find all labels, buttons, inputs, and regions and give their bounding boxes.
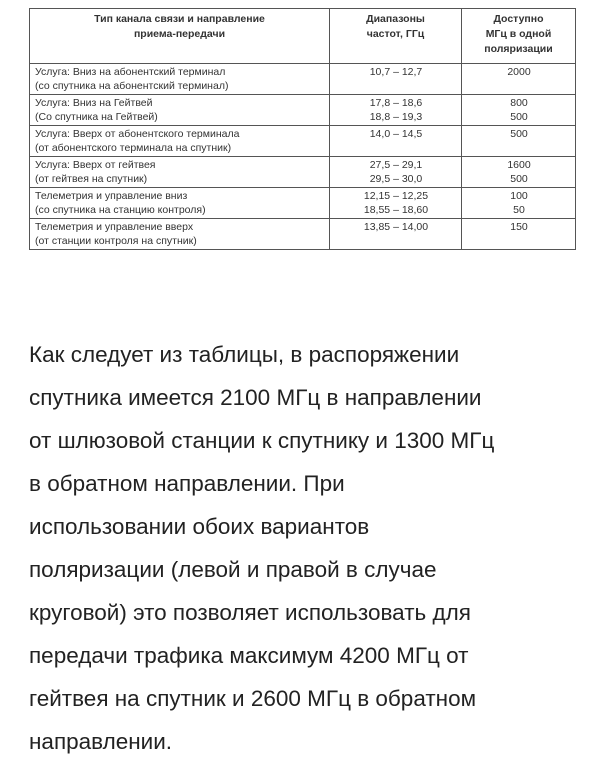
- paragraph-line: от шлюзовой станции к спутнику и 1300 МГц: [29, 428, 495, 453]
- header-text-line: Доступно: [493, 13, 544, 25]
- paragraph-line: в обратном направлении. При: [29, 471, 345, 496]
- table-row: [30, 126, 576, 157]
- table-row: [30, 157, 576, 188]
- cell-available-mhz: [462, 95, 576, 126]
- cell-text-line: Телеметрия и управление вверх: [35, 221, 194, 233]
- header-text-line: Диапазоны: [366, 13, 425, 25]
- cell-text-line: 14,0 – 14,5: [369, 128, 423, 140]
- cell-text-line: (Со спутника на Гейтвей): [35, 111, 158, 123]
- cell-text-line: 13,85 – 14,00: [363, 221, 429, 233]
- cell-available-mhz: [462, 126, 576, 157]
- cell-channel-type: [30, 64, 330, 95]
- cell-channel-type: [30, 219, 330, 250]
- cell-frequency-range: [330, 157, 462, 188]
- frequency-table-container: [29, 8, 575, 250]
- cell-text-line: Услуга: Вверх от абонентского терминала: [35, 128, 240, 140]
- cell-text-line: (от гейтвея на спутник): [35, 173, 148, 185]
- cell-text-line: 500: [510, 128, 528, 140]
- cell-frequency-range: [330, 95, 462, 126]
- cell-text-line: 27,5 – 29,1: [369, 159, 423, 171]
- cell-text-line: 18,55 – 18,60: [363, 204, 429, 216]
- cell-frequency-range: [330, 126, 462, 157]
- cell-available-mhz: [462, 157, 576, 188]
- table-row: [30, 219, 576, 250]
- cell-text-line: 2000: [507, 66, 531, 78]
- cell-text-line: (от абонентского терминала на спутник): [35, 142, 232, 154]
- cell-text-line: Услуга: Вверх от гейтвея: [35, 159, 156, 171]
- cell-text-line: 1600: [507, 159, 531, 171]
- cell-text-line: 500: [510, 111, 528, 123]
- cell-frequency-range: [330, 64, 462, 95]
- frequency-table: [29, 8, 576, 250]
- cell-text-line: Услуга: Вниз на Гейтвей: [35, 97, 153, 109]
- header-frequency-range: [330, 9, 462, 64]
- cell-text-line: 18,8 – 19,3: [369, 111, 423, 123]
- header-text-line: Тип канала связи и направление: [94, 13, 265, 25]
- cell-available-mhz: [462, 219, 576, 250]
- header-available-mhz: [462, 9, 576, 64]
- paragraph-line: спутника имеется 2100 МГц в направлении: [29, 385, 482, 410]
- table-row: [30, 188, 576, 219]
- header-text-line: МГц в одной: [485, 28, 552, 40]
- cell-text-line: 50: [513, 204, 525, 216]
- cell-frequency-range: [330, 188, 462, 219]
- paragraph-line: использовании обоих вариантов: [29, 514, 370, 539]
- cell-text-line: 500: [510, 173, 528, 185]
- paragraph-line: круговой) это позволяет использовать для: [29, 600, 471, 625]
- cell-text-line: 800: [510, 97, 528, 109]
- cell-text-line: (со спутника на станцию контроля): [35, 204, 206, 216]
- table-row: [30, 64, 576, 95]
- cell-available-mhz: [462, 64, 576, 95]
- cell-channel-type: [30, 188, 330, 219]
- cell-text-line: 29,5 – 30,0: [369, 173, 423, 185]
- table-header-row: [30, 9, 576, 64]
- cell-text-line: 100: [510, 190, 528, 202]
- cell-channel-type: [30, 157, 330, 188]
- paragraph-line: передачи трафика максимум 4200 МГц от: [29, 643, 469, 668]
- cell-text-line: Телеметрия и управление вниз: [35, 190, 188, 202]
- cell-text-line: (со спутника на абонентский терминал): [35, 80, 229, 92]
- cell-text-line: 12,15 – 12,25: [363, 190, 429, 202]
- cell-frequency-range: [330, 219, 462, 250]
- header-text-line: частот, ГГц: [366, 28, 425, 40]
- header-text-line: поляризации: [484, 43, 553, 55]
- header-channel-type: [30, 9, 330, 64]
- table-row: [30, 95, 576, 126]
- cell-channel-type: [30, 95, 330, 126]
- cell-text-line: Услуга: Вниз на абонентский терминал: [35, 66, 226, 78]
- cell-channel-type: [30, 126, 330, 157]
- cell-text-line: 150: [510, 221, 528, 233]
- header-text-line: приема-передачи: [133, 28, 226, 40]
- cell-text-line: 10,7 – 12,7: [369, 66, 423, 78]
- paragraph-line: гейтвея на спутник и 2600 МГц в обратном: [29, 686, 477, 711]
- cell-text-line: (от станции контроля на спутник): [35, 235, 197, 247]
- paragraph-line: направлении.: [29, 729, 173, 754]
- cell-available-mhz: [462, 188, 576, 219]
- paragraph-line: поляризации (левой и правой в случае: [29, 557, 437, 582]
- body-paragraph: [29, 333, 589, 763]
- cell-text-line: 17,8 – 18,6: [369, 97, 423, 109]
- paragraph-line: Как следует из таблицы, в распоряжении: [29, 342, 460, 367]
